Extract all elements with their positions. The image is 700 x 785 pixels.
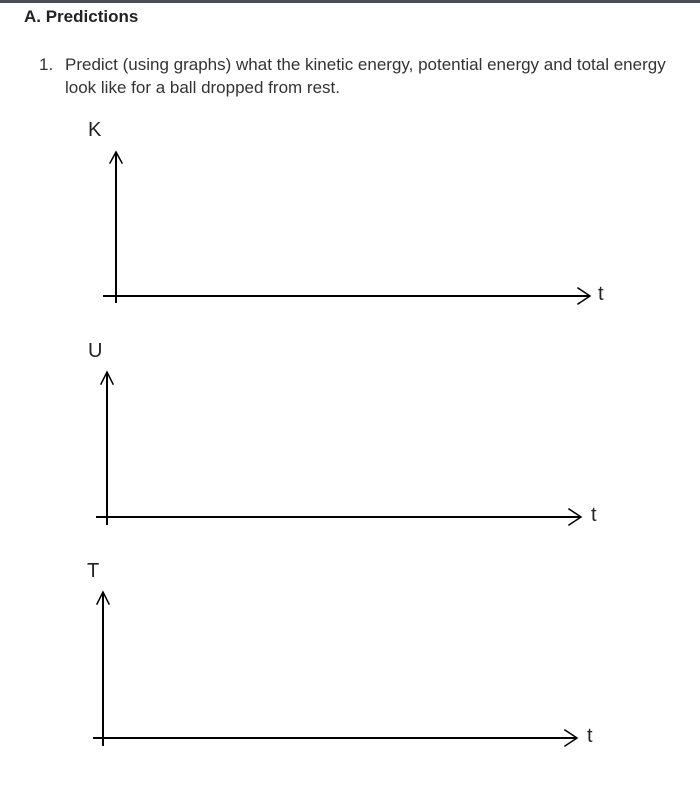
k-axis-label: K — [88, 119, 102, 141]
question-text: Predict (using graphs) what the kinetic energy, potential energy and total energy look like for a ball dropped from rest. — [65, 55, 666, 97]
total-energy-graph — [94, 592, 577, 746]
k-time-label: t — [598, 283, 604, 305]
question-number: 1. — [39, 55, 54, 74]
u-time-label: t — [591, 504, 597, 526]
section-heading: A. Predictions — [24, 7, 139, 26]
t-axis-label: T — [87, 560, 100, 582]
potential-energy-graph — [97, 372, 581, 525]
u-axis-label: U — [88, 340, 103, 362]
t-time-label: t — [587, 725, 593, 747]
kinetic-energy-graph — [104, 152, 590, 304]
